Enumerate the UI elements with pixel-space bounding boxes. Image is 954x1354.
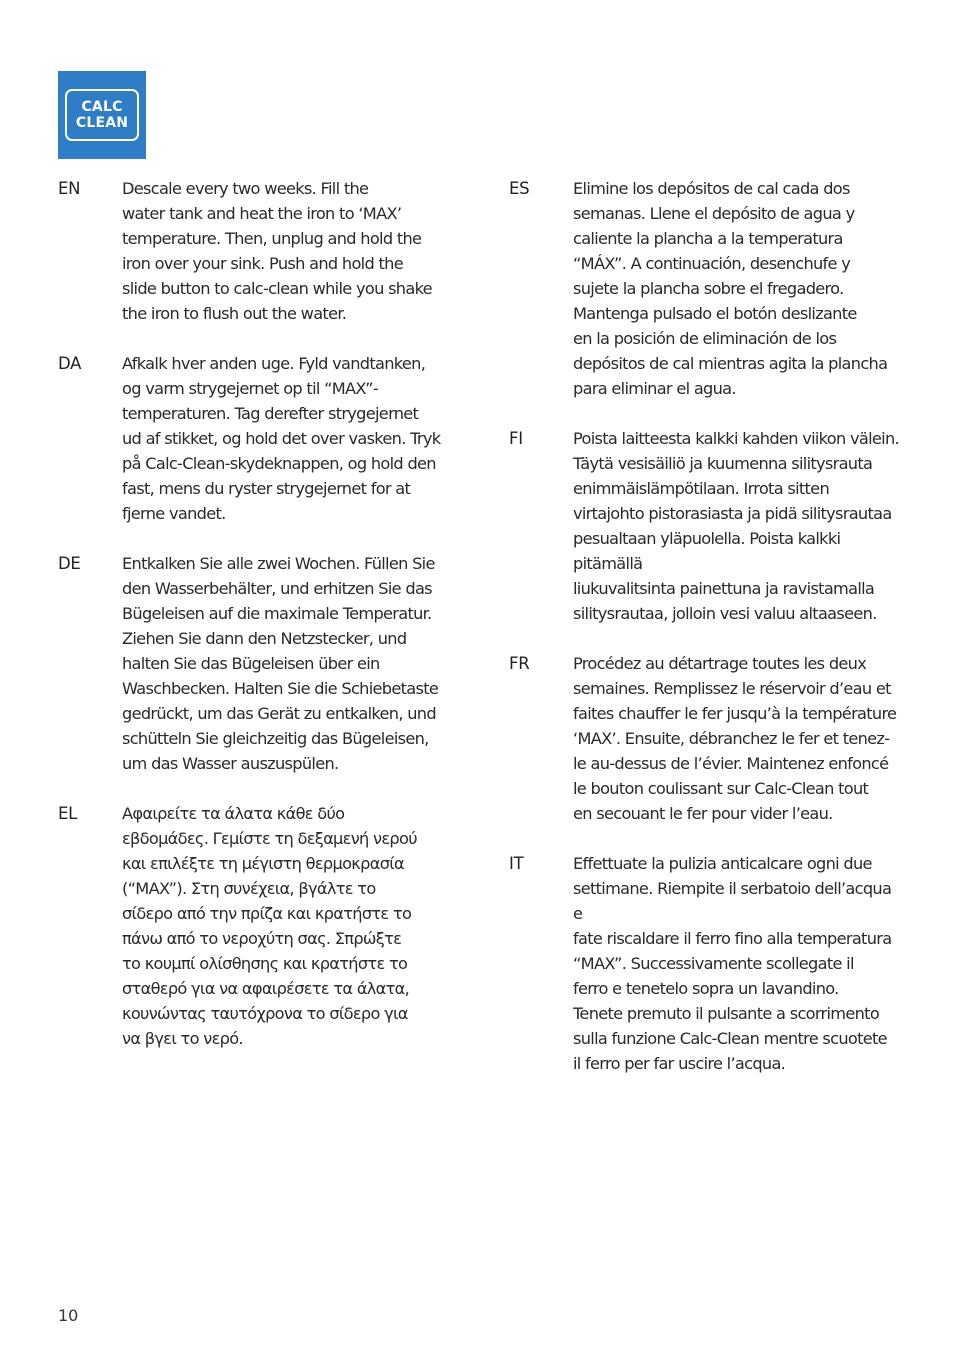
language-code: IT bbox=[509, 854, 524, 873]
section-fi bbox=[509, 426, 904, 626]
language-code: FI bbox=[509, 429, 523, 448]
language-code: ES bbox=[509, 179, 530, 198]
section-en bbox=[58, 176, 448, 326]
section-el bbox=[58, 801, 448, 1051]
language-code: DA bbox=[58, 354, 82, 373]
instruction-text: Poista laitteesta kalkki kahden viikon välein. Täytä vesisäiliö ja kuumenna silitysrauta enimmäislämpötilaan. Irrota sitten virtajohto pistorasiasta ja pidä silitysrautaa pesualtaan yläpuolella. Poista kalkki pitämällä liukuvalitsinta painettuna ja ravistamalla silitysrautaa, jolloin vesi valuu altaaseen. bbox=[573, 429, 899, 623]
language-code: DE bbox=[58, 554, 81, 573]
instruction-text: Descale every two weeks. Fill the water tank and heat the iron to ‘MAX’ temperature. Then, unplug and hold the iron over your sink. Push and hold the slide button to calc-clean while you shake the iron to flush out the water. bbox=[122, 179, 432, 323]
instruction-text: Effettuate la pulizia anticalcare ogni due settimane. Riempite il serbatoio dell’acqua e fate riscaldare il ferro fino alla temperatura “MAX”. Successivamente scollegate il ferro e tenetelo sopra un lavandino. Tenete premuto il pulsante a scorrimento sulla funzione Calc-Clean mentre scuotete il ferro per far uscire l’acqua. bbox=[573, 854, 892, 1073]
instruction-text: Procédez au détartrage toutes les deux semaines. Remplissez le réservoir d’eau et faites chauffer le fer jusqu’à la température ‘MAX’. Ensuite, débranchez le fer et tenez- le au-dessus de l’évier. Maintenez enfoncé le bouton coulissant sur Calc-Clean tout en secouant le fer pour vider l’eau. bbox=[573, 654, 897, 823]
section-fr bbox=[509, 651, 904, 826]
language-code: FR bbox=[509, 654, 530, 673]
calc-clean-icon bbox=[58, 71, 146, 159]
section-es bbox=[509, 176, 904, 401]
badge-line-clean: CLEAN bbox=[75, 115, 129, 131]
badge-line-calc: CALC bbox=[81, 99, 123, 115]
language-code: EL bbox=[58, 804, 78, 823]
language-code: EN bbox=[58, 179, 81, 198]
section-da bbox=[58, 351, 448, 526]
page-number: 10 bbox=[58, 1306, 79, 1325]
section-it bbox=[509, 851, 904, 1076]
instruction-text: Αφαιρείτε τα άλατα κάθε δύο εβδομάδες. Γεμίστε τη δεξαμενή νερού και επιλέξτε τη μέγιστη θερμοκρασία (“MAX”). Στη συνέχεια, βγάλτε το σίδερο από την πρίζα και κρατήστε το πάνω από το νεροχύτη σας. Σπρώξτε το κουμπί ολίσθησης και κρατήστε το σταθερό για να αφαιρέσετε τα άλατα, κουνώντας ταυτόχρονα το σίδερο για να βγει το νερό. bbox=[122, 804, 417, 1048]
instruction-text: Afkalk hver anden uge. Fyld vandtanken, og varm strygejernet op til “MAX”- temperaturen. Tag derefter strygejernet ud af stikket, og hold det over vasken. Tryk på Calc-Clean-skydeknappen, og hold den fast, mens du ryster strygejernet for at fjerne vandet. bbox=[122, 354, 441, 523]
left-column bbox=[58, 176, 448, 1076]
instruction-text: Entkalken Sie alle zwei Wochen. Füllen Sie den Wasserbehälter, und erhitzen Sie das Bügeleisen auf die maximale Temperatur. Ziehen Sie dann den Netzstecker, und halten Sie das Bügeleisen über ein Waschbecken. Halten Sie die Schiebetaste gedrückt, um das Gerät zu entkalken, und schütteln Sie gleichzeitig das Bügeleisen, um das Wasser auszuspülen. bbox=[122, 554, 439, 773]
section-de bbox=[58, 551, 448, 776]
instruction-text: Elimine los depósitos de cal cada dos semanas. Llene el depósito de agua y caliente la plancha a la temperatura “MÁX”. A continuación, desenchufe y sujete la plancha sobre el fregadero. Mantenga pulsado el botón deslizante en la posición de eliminación de los depósitos de cal mientras agita la plancha para eliminar el agua. bbox=[573, 179, 888, 398]
right-column bbox=[509, 176, 904, 1101]
calc-clean-badge-frame bbox=[65, 89, 139, 141]
